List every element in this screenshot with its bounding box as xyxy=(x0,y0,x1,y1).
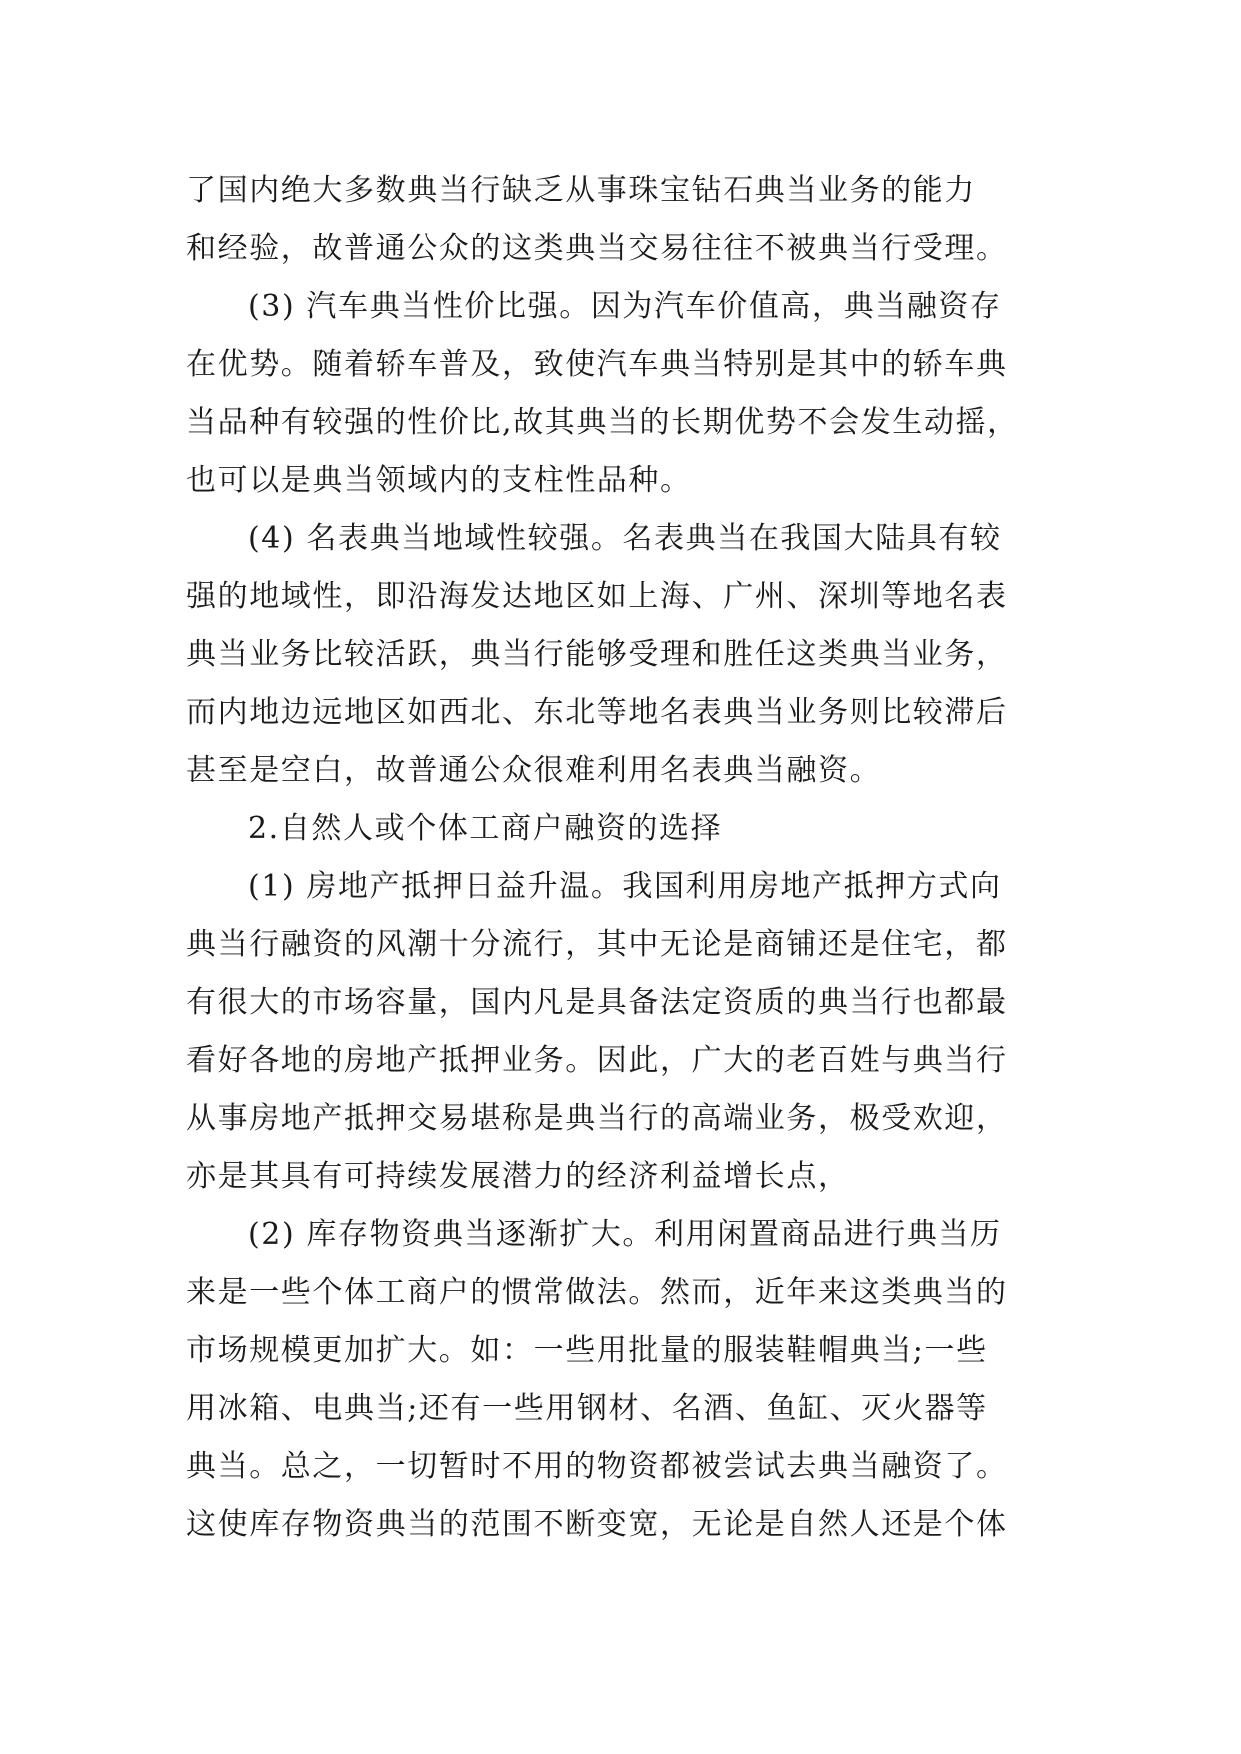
section-heading: 2.自然人或个体工商户融资的选择 xyxy=(248,811,723,846)
text-line: 用冰箱、电典当;还有一些用钢材、名酒、鱼缸、灭火器等 xyxy=(186,1391,988,1426)
paragraph-first-line: (1) 房地产抵押日益升温。我国利用房地产抵押方式向 xyxy=(248,869,1002,904)
paragraph-first-line: (4) 名表典当地域性较强。名表典当在我国大陆具有较 xyxy=(248,521,1002,556)
text-line: 从事房地产抵押交易堪称是典当行的高端业务，极受欢迎， xyxy=(186,1101,1008,1136)
text-line: 这使库存物资典当的范围不断变宽，无论是自然人还是个体 xyxy=(186,1507,1008,1542)
paragraph-first-line: (3) 汽车典当性价比强。因为汽车价值高，典当融资存 xyxy=(248,289,1002,324)
text-line: 来是一些个体工商户的惯常做法。然而，近年来这类典当的 xyxy=(186,1275,1008,1310)
text-line: 了国内绝大多数典当行缺乏从事珠宝钻石典当业务的能力 xyxy=(186,173,976,208)
text-line: 典当行融资的风潮十分流行，其中无论是商铺还是住宅，都 xyxy=(186,927,1008,962)
text-line: 有很大的市场容量，国内凡是具备法定资质的典当行也都最 xyxy=(186,985,1008,1020)
text-line: 典当。总之，一切暂时不用的物资都被尝试去典当融资了。 xyxy=(186,1449,1008,1484)
text-line: 在优势。随着轿车普及，致使汽车典当特别是其中的轿车典 xyxy=(186,347,1008,382)
text-line: 亦是其具有可持续发展潜力的经济利益增长点， xyxy=(186,1159,850,1194)
text-line: 典当业务比较活跃，典当行能够受理和胜任这类典当业务， xyxy=(186,637,1008,672)
text-line: 看好各地的房地产抵押业务。因此，广大的老百姓与典当行 xyxy=(186,1043,1008,1078)
text-line: 和经验，故普通公众的这类典当交易往往不被典当行受理。 xyxy=(186,231,1008,266)
text-line: 甚至是空白，故普通公众很难利用名表典当融资。 xyxy=(186,753,882,788)
text-line: 也可以是典当领域内的支柱性品种。 xyxy=(186,463,692,498)
text-line: 强的地域性，即沿海发达地区如上海、广州、深圳等地名表 xyxy=(186,579,1008,614)
text-line: 当品种有较强的性价比,故其典当的长期优势不会发生动摇， xyxy=(186,405,1019,440)
text-line: 市场规模更加扩大。如：一些用批量的服装鞋帽典当;一些 xyxy=(186,1333,988,1368)
text-line: 而内地边远地区如西北、东北等地名表典当业务则比较滞后 xyxy=(186,695,1008,730)
paragraph-first-line: (2) 库存物资典当逐渐扩大。利用闲置商品进行典当历 xyxy=(248,1217,1002,1252)
body-text xyxy=(186,162,1066,1554)
